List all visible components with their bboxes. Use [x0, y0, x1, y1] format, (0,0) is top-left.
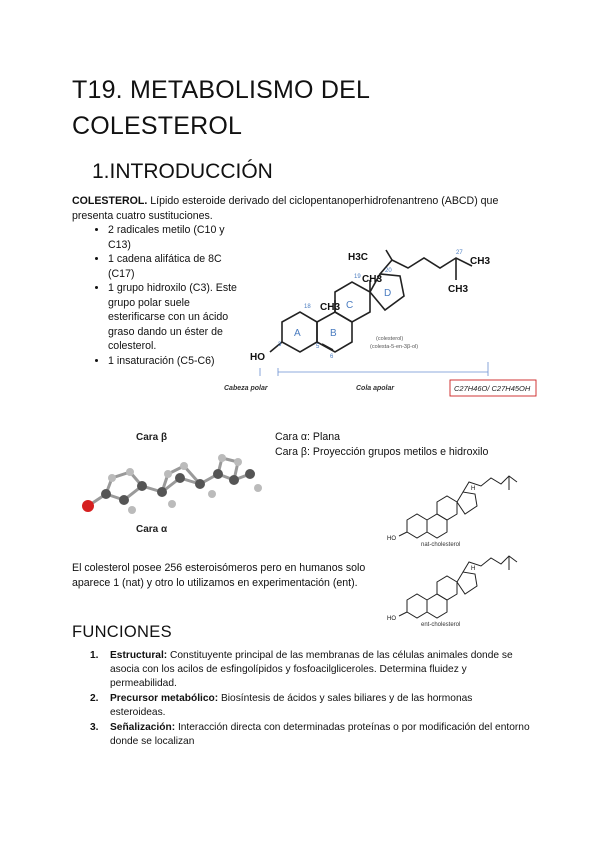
ring-label-d: D: [384, 288, 392, 299]
substitutions-list: [88, 223, 238, 368]
section-heading-introduccion: 1.INTRODUCCIÓN: [92, 160, 273, 183]
funcion-text: Biosíntesis de ácidos y sales biliares y de las hormonas esteroideas.: [110, 693, 473, 718]
atom-label-ch3-bottom: CH3: [448, 284, 469, 295]
caption-line: (colesta-5-en-3β-ol): [370, 344, 419, 350]
nat-ho-label: HO: [387, 536, 396, 542]
funciones-list: [90, 649, 530, 750]
atom-label-ch3-mid: CH3: [362, 274, 383, 285]
tail-label: Cola apolar: [356, 385, 395, 392]
cholesterol-structure-figure: [220, 238, 540, 402]
funcion-number: 2.: [90, 693, 99, 704]
ent-ho-label: HO: [387, 616, 396, 622]
funcion-title: Estructural:: [110, 650, 168, 661]
isomers-paragraph: El colesterol posee 256 esteroisómeros pero en humanos solo aparece 1 (nat) y otro lo utilizamos en experimentación (ent).: [72, 562, 366, 589]
funcion-item: [90, 649, 530, 691]
nat-h-label: H: [471, 486, 476, 492]
funcion-item: [90, 692, 530, 720]
page-title: [72, 72, 370, 144]
definition-paragraph: [72, 194, 532, 223]
carbon-number: 18: [304, 304, 311, 310]
title-line-2: COLESTEROL: [72, 112, 243, 140]
ring-label-c: C: [346, 300, 354, 311]
funcion-number: 1.: [90, 650, 99, 661]
ring-label-b: B: [330, 328, 337, 339]
cara-alpha-text: Cara α: Plana: [275, 431, 341, 443]
head-label: Cabeza polar: [224, 385, 268, 392]
bullet-item: • 1 insaturación (C5-C6): [108, 354, 238, 369]
atom-label-ch3-top: CH3: [320, 302, 341, 313]
atom-label-ch3-right: CH3: [470, 256, 491, 267]
carbon-number: 20: [385, 268, 392, 274]
ring-labels: [294, 288, 391, 339]
ent-cholesterol-label: ent-cholesterol: [421, 622, 461, 628]
ent-cholesterol-structure: [399, 556, 517, 618]
ent-h-label: H: [471, 566, 476, 572]
carbon-number: 5: [316, 344, 320, 350]
carbon-number: 27: [456, 250, 463, 256]
definition-term: COLESTEROL.: [72, 195, 148, 207]
cara-alpha-label: Cara α: [136, 524, 168, 535]
carbon-number: 19: [354, 274, 361, 280]
formula-text: C27H46O/ C27H45OH: [454, 384, 531, 393]
atom-label-h3c: H3C: [348, 252, 369, 263]
cara-beta-label: Cara β: [136, 432, 168, 443]
nat-cholesterol-structure: [399, 476, 517, 538]
structure-caption: [370, 336, 418, 350]
title-line-1: T19. METABOLISMO DEL: [72, 76, 371, 104]
cara-beta-text: Cara β: Proyección grupos metilos e hidroxilo: [275, 446, 489, 458]
funcion-number: 3.: [90, 722, 99, 733]
section-heading-funciones: FUNCIONES: [72, 623, 172, 641]
funcion-text: Constituyente principal de las membranas de las células animales donde se asocia con los acilos de esfingolípidos y fosfoacilgliceroles. Determina fluidez y permeabilidad.: [110, 650, 513, 689]
bullet-item: • 1 cadena alifática de 8C (C17): [108, 252, 238, 281]
model-bonds: [88, 458, 250, 506]
funcion-item: [90, 721, 530, 749]
ball-stick-model-figure: [72, 428, 272, 540]
atom-label-ho: HO: [250, 352, 265, 363]
funcion-text: Interacción directa con determinadas proteínas o por modificación del entorno donde se localizan: [110, 722, 530, 747]
carbon-number: 6: [330, 354, 334, 360]
funcion-title: Señalización:: [110, 722, 176, 733]
faces-description: [275, 430, 535, 460]
caption-line: (colesterol): [376, 336, 404, 342]
funcion-title: Precursor metabólico:: [110, 693, 219, 704]
ring-label-a: A: [294, 328, 301, 339]
nat-cholesterol-label: nat-cholesterol: [421, 542, 461, 548]
bullet-item: • 1 grupo hidroxilo (C3). Este grupo polar suele esterificarse con un ácido graso dando un éster de colesterol.: [108, 281, 238, 354]
carbon-number: 3: [278, 342, 282, 348]
bullet-item: • 2 radicales metilo (C10 y C13): [108, 223, 238, 252]
definition-text: Lípido esteroide derivado del ciclopentanoperhidrofenantreno (ABCD) que presenta cuatro sustituciones.: [72, 195, 499, 222]
isomers-figure: [385, 470, 535, 630]
